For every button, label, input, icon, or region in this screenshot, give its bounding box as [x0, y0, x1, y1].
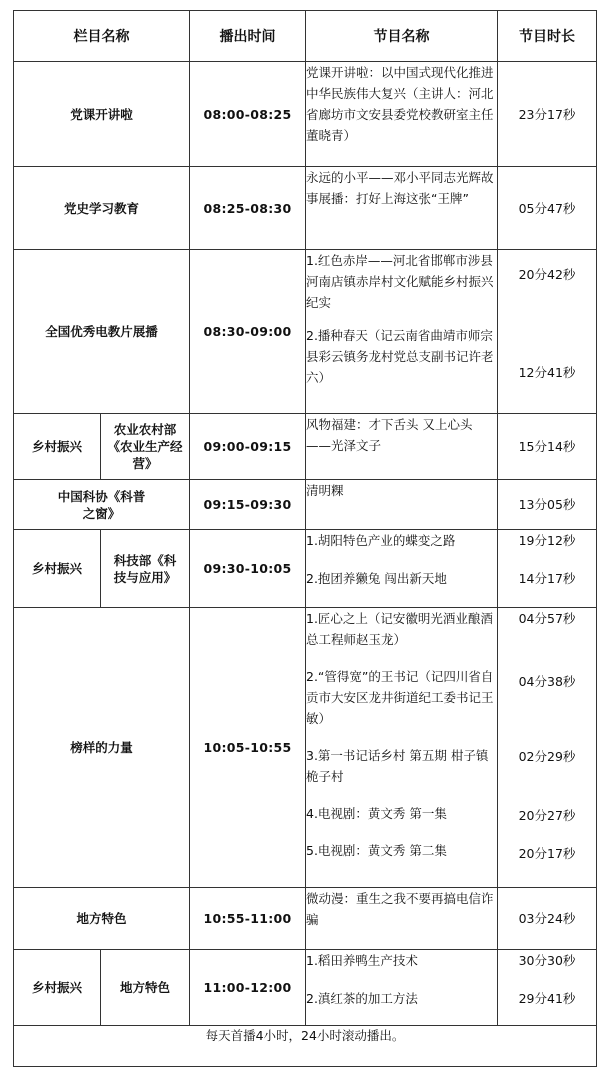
duration-item: 13分05秒: [518, 497, 576, 512]
program-cell: [306, 62, 498, 167]
program-item: 2.抱团养獭兔 闯出新天地: [306, 571, 447, 586]
table-row: [14, 530, 597, 608]
program-item: 3.第一书记话乡村 第五期 柑子镇桅子村: [306, 748, 489, 784]
airtime-cell: 09:15-09:30: [190, 480, 306, 530]
program-item: 永远的小平——邓小平同志光辉故事展播：打好上海这张“王牌”: [306, 170, 494, 206]
duration-cell: [498, 480, 597, 530]
duration-item: 20分17秒: [518, 846, 576, 861]
footer-note: 每天首播4小时，24小时滚动播出。: [14, 1026, 597, 1067]
duration-item: 20分42秒: [518, 267, 576, 282]
program-cell: [306, 250, 498, 414]
program-cell: [306, 480, 498, 530]
program-item: 风物福建：才下舌头 又上心头——光泽文子: [306, 417, 473, 453]
column-name-cell: 乡村振兴: [14, 950, 101, 1026]
program-item: 清明粿: [306, 483, 344, 498]
program-item: 4.电视剧：黄文秀 第一集: [306, 806, 447, 821]
program-item: 1.胡阳特色产业的蝶变之路: [306, 533, 456, 548]
column-name-cell: 乡村振兴: [14, 414, 101, 480]
program-cell: [306, 950, 498, 1026]
header-row: [14, 11, 597, 62]
table-row: [14, 950, 597, 1026]
duration-item: 15分14秒: [518, 439, 576, 454]
table-row: [14, 888, 597, 950]
schedule-table: [13, 10, 597, 1067]
column-name-cell: 全国优秀电教片展播: [14, 250, 190, 414]
airtime-cell: 08:30-09:00: [190, 250, 306, 414]
program-item: 党课开讲啦：以中国式现代化推进中华民族伟大复兴（主讲人：河北省廊坊市文安县委党校教研室主任董晓青）: [306, 65, 494, 143]
program-item: 2.“管得宽”的王书记（记四川省自贡市大安区龙井街道纪工委书记王敏）: [306, 669, 494, 726]
table-row: [14, 250, 597, 414]
column-name-cell: 榜样的力量: [14, 608, 190, 888]
program-cell: [306, 608, 498, 888]
program-cell: [306, 888, 498, 950]
airtime-cell: 10:05-10:55: [190, 608, 306, 888]
program-item: 1.稻田养鸭生产技术: [306, 953, 418, 968]
table-row: [14, 62, 597, 167]
airtime-cell: 08:25-08:30: [190, 167, 306, 250]
program-item: 1.匠心之上（记安徽明光酒业酿酒总工程师赵玉龙）: [306, 611, 493, 647]
program-item: 微动漫：重生之我不要再搞电信诈骗: [306, 891, 494, 927]
sub-column-cell: 科技部《科技与应用》: [101, 530, 190, 608]
duration-item: 29分41秒: [518, 991, 576, 1006]
program-cell: [306, 530, 498, 608]
duration-item: 30分30秒: [518, 953, 576, 968]
column-name-cell: 中国科协《科普之窗》: [14, 480, 190, 530]
duration-item: 04分57秒: [518, 611, 576, 626]
airtime-cell: 09:00-09:15: [190, 414, 306, 480]
airtime-cell: 08:00-08:25: [190, 62, 306, 167]
program-item: 1.红色赤岸——河北省邯郸市涉县河南店镇赤岸村文化赋能乡村振兴纪实: [306, 253, 494, 310]
duration-cell: [498, 62, 597, 167]
duration-cell: [498, 950, 597, 1026]
column-name-cell: 党课开讲啦: [14, 62, 190, 167]
program-item: 2.播种春天（记云南省曲靖市师宗县彩云镇务龙村党总支副书记许老六）: [306, 328, 494, 385]
header-program-name: 节目名称: [306, 11, 498, 62]
airtime-cell: 10:55-11:00: [190, 888, 306, 950]
program-item: 2.滇红茶的加工方法: [306, 991, 418, 1006]
program-item: 5.电视剧：黄文秀 第二集: [306, 843, 447, 858]
duration-cell: [498, 167, 597, 250]
program-cell: [306, 167, 498, 250]
column-name-cell: 地方特色: [14, 888, 190, 950]
duration-cell: [498, 414, 597, 480]
header-airtime: 播出时间: [190, 11, 306, 62]
sub-column-cell: 农业农村部《农业生产经营》: [101, 414, 190, 480]
header-duration: 节目时长: [498, 11, 597, 62]
duration-cell: [498, 250, 597, 414]
duration-item: 04分38秒: [518, 674, 576, 689]
duration-item: 14分17秒: [518, 571, 576, 586]
duration-item: 19分12秒: [518, 533, 576, 548]
header-column-name: 栏目名称: [14, 11, 190, 62]
duration-item: 02分29秒: [518, 749, 576, 764]
footer-row: [14, 1026, 597, 1067]
table-row: [14, 414, 597, 480]
duration-item: 05分47秒: [518, 200, 576, 216]
airtime-cell: 09:30-10:05: [190, 530, 306, 608]
table-row: [14, 608, 597, 888]
airtime-cell: 11:00-12:00: [190, 950, 306, 1026]
duration-cell: [498, 608, 597, 888]
duration-cell: [498, 530, 597, 608]
sub-column-cell: 地方特色: [101, 950, 190, 1026]
table-row: [14, 480, 597, 530]
table-row: [14, 167, 597, 250]
column-name-cell: 党史学习教育: [14, 167, 190, 250]
column-name-cell: 乡村振兴: [14, 530, 101, 608]
duration-item: 12分41秒: [518, 365, 576, 380]
program-cell: [306, 414, 498, 480]
duration-item: 20分27秒: [518, 808, 576, 823]
duration-item: 23分17秒: [518, 106, 576, 122]
duration-cell: [498, 888, 597, 950]
duration-item: 03分24秒: [518, 911, 576, 926]
